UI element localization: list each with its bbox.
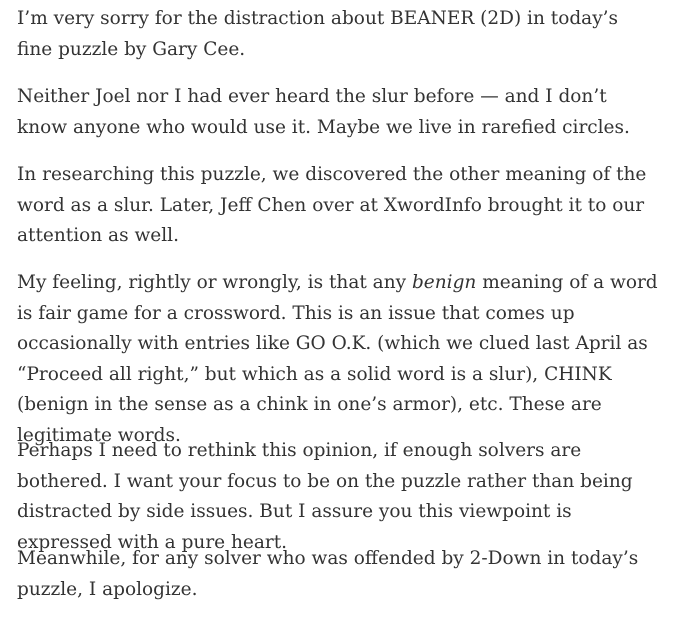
paragraph-research: In researching this puzzle, we discovered the other meaning of the word as a slur. Later, Jeff Chen over at XwordInfo brought it to our attention as well. [17,164,647,246]
paragraph-benign-before: My feeling, rightly or wrongly, is that any [17,272,412,293]
paragraph-apology-intro: I’m very sorry for the distraction about BEANER (2D) in today’s fine puzzle by Gary Cee. [17,8,619,60]
paragraph-rethink: Perhaps I need to rethink this opinion, if enough solvers are bothered. I want your focus to be on the puzzle rather than being distracted by side issues. But I assure you this viewpoint is expressed with a pure heart. [17,440,633,553]
paragraph-final-apology: Meanwhile, for any solver who was offended by 2-Down in today’s puzzle, I apologize. [17,548,639,600]
paragraph-benign-after: meaning of a word is fair game for a crossword. This is an issue that comes up occasionally with entries like GO O.K. (which we clued last April as “Proceed all right,” but which as a solid word is a slur), CHINK (benign in the sense as a chink in one’s armor), etc. These are legitimate words. [17,272,658,446]
paragraph-unfamiliar-slur: Neither Joel nor I had ever heard the slur before — and I don’t know anyone who would use it. Maybe we live in rarefied circles. [17,86,630,138]
benign-emphasis: benign [411,272,477,293]
paragraph-benign-meaning [17,268,662,451]
